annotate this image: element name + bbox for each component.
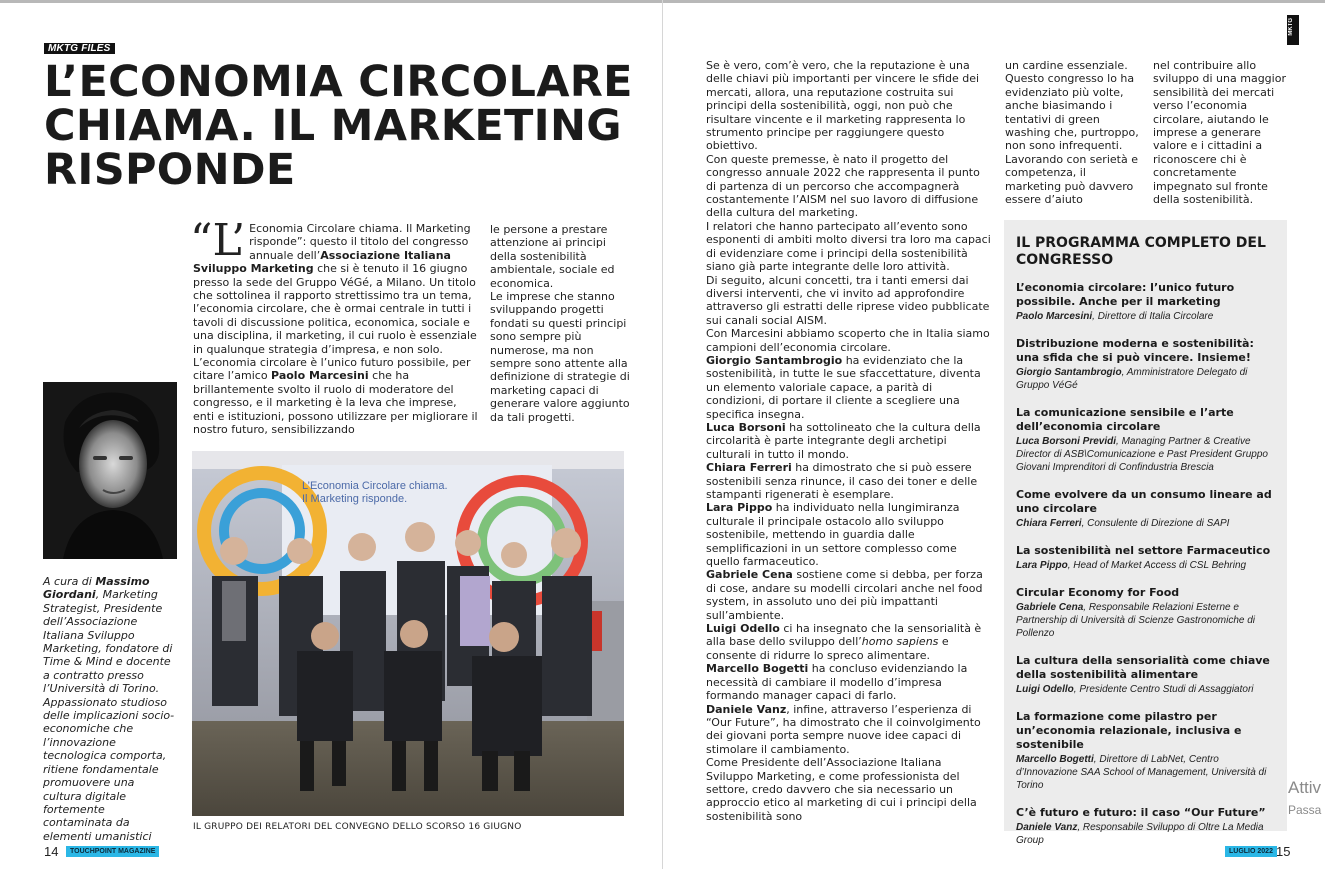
speaker-role: , Responsabile Relazioni Esterne e Partnership di Università di Scienze Gastronomiche di Pollenzo [1016,602,1255,639]
speaker-name: Marcello Bogetti [1016,754,1094,765]
paragraph: Le imprese che stanno sviluppando progetti fondati su questi principi sono sempre più numerose, ma non sempre sono attente alla definizione di strategie di marketing capaci di generare valore aggiunto da tali progetti. [490,290,630,424]
speaker-role: , Head of Market Access di CSL Behring [1067,560,1247,571]
speaker-name: Giorgio Santambrogio [1016,367,1122,378]
program-list [1016,281,1275,847]
program-item-speaker [1016,821,1275,847]
program-item [1016,710,1275,792]
program-item [1016,586,1275,640]
article-column-1 [190,215,478,437]
speaker-paragraph: Gabriele Cena sostiene come si debba, per forza di cose, andare su modelli circolari anche nel food system, in assoluto uno dei più impattanti sull’ambiente. [706,568,983,622]
paragraph: Con queste premesse, è nato il progetto del congresso annuale 2022 che rappresenta il punto di partenza di un percorso che accompagnerà costantemente l’AISM nel suo lavoro di diffusione della cultura del marketing. [706,152,980,220]
issue-date-label: LUGLIO 2022 [1225,846,1277,857]
program-item-title: Distribuzione moderna e sostenibilità: una sfida che si può vincere. Insieme! [1016,337,1254,364]
program-item-speaker [1016,559,1275,572]
group-photo [192,451,624,816]
speaker-paragraph: Luigi Odello ci ha insegnato che la sensorialità è alla base dello sviluppo dell’homo sapiens e consente di ridurre lo spreco alimentare. [706,622,982,662]
slide-text: Il Marketing risponde. [302,493,408,505]
speaker-name: Daniele Vanz [1016,822,1078,833]
program-item [1016,488,1275,530]
program-item-speaker [1016,366,1275,392]
page-number-right: 15 [1276,844,1291,859]
speaker-role: , Presidente Centro Studi di Assaggiatori [1073,684,1254,695]
program-item [1016,544,1275,572]
article-column-4 [1005,59,1145,206]
program-item-title: Circular Economy for Food [1016,586,1180,599]
paragraph: Come Presidente dell’Associazione Italiana Sviluppo Marketing, e come professionista del settore, credo davvero che sia necessario un approccio etico al marketing di cui i principi della sostenibilità sono [706,756,977,823]
photo-caption: IL GRUPPO DEI RELATORI DEL CONVEGNO DELLO SCORSO 16 GIUGNO [193,822,522,832]
program-item [1016,654,1275,696]
speaker-role: , Responsabile Sviluppo di Oltre La Media Group [1016,822,1264,846]
paragraph: nel contribuire allo sviluppo di una maggior sensibilità dei mercati verso l’economia circolare, aiutando le imprese a generare valore e i cittadini a riconoscere chi è concretamente impegnato sul fronte della sostenibilità. [1153,59,1286,207]
speaker-paragraph: Giorgio Santambrogio ha evidenziato che la sostenibilità, in tutte le sue sfaccettature, diventa un elemento valoriale capace, a parità di condizioni, di portare il cliente a scegliere una specifica insegna. [706,353,981,421]
paragraph: le persone a prestare attenzione ai principi della sostenibilità ambientale, sociale ed economica. [490,223,615,290]
program-item-speaker [1016,310,1275,323]
program-title: IL PROGRAMMA COMPLETO DEL CONGRESSO [1016,235,1266,268]
program-item-title: Come evolvere da un consumo lineare ad uno circolare [1016,488,1272,515]
activation-overlay-title: Attiv [1288,778,1322,797]
speaker-name: Luca Borsoni Previdi [1016,436,1117,447]
program-item-title: La comunicazione sensibile e l’arte dell’economia circolare [1016,406,1234,433]
intro-paragraph: “L’ Economia Circolare chiama. Il Marketing risponde”: questo il titolo del congresso annuale dell’Associazione Italiana Sviluppo Marketing che si è tenuto il 16 giugno presso la sede del Gruppo VéGé, a Milano. Un titolo che sottolinea il rapporto strettissimo tra un tema, l’economia circolare, che è ormai centrale in tutti i tavoli di discussione politica, economica, sociale e una disciplina, il marketing, il cui ruolo è essenziale in qualunque strategia d’impresa, e non solo. [190,215,477,356]
speaker-name: Lara Pippo [1016,560,1068,571]
program-item [1016,281,1275,323]
page-number-left: 14 [44,844,59,859]
section-tag: MKTG FILES [44,43,115,54]
portrait-image [43,382,177,559]
speaker-paragraph: Chiara Ferreri ha dimostrato che si può essere sostenibili senza rinunce, il caso dei toner e delle stampanti rigenerati è esemplare. [706,461,978,501]
magazine-label: TOUCHPOINT MAGAZINE [66,846,159,857]
program-item-speaker [1016,435,1275,474]
speaker-role: , Consulente di Direzione di SAPI [1081,518,1230,529]
activation-overlay-subtitle: Passa [1288,803,1322,817]
article-column-2 [490,223,630,424]
speaker-name: Paolo Marcesini [1016,311,1093,322]
paragraph: un cardine essenziale. Questo congresso lo ha evidenziato più volte, anche biasimando i tentativi di green washing che, purtroppo, non sono infrequenti. Lavorando con serietà e competenza, il marketing può davvero essere d’aiuto [1005,59,1139,207]
program-item-speaker [1016,601,1275,640]
speaker-paragraph: Daniele Vanz, infine, attraverso l’esperienza di “Our Future”, ha dimostrato che il coinvolgimento dei giovani porta sempre nuove idee capaci di stimolare il cambiamento. [706,702,981,756]
headline-line: L’ECONOMIA CIRCOLARE [44,57,633,107]
association-name: Associazione Italiana Sviluppo Marketing [193,248,451,276]
headline [44,57,644,195]
program-item-title: La cultura della sensorialità come chiave della sostenibilità alimentare [1016,654,1270,681]
paragraph: I relatori che hanno partecipato all’evento sono esponenti di ambiti molto diversi tra loro ma capaci di evidenziare come i principi della sostenibilità siano già parte integrante delle loro attività. [706,219,991,274]
program-item [1016,406,1275,474]
speaker-name: Gabriele Cena [1016,602,1084,613]
author-portrait [43,382,177,559]
headline-line: CHIAMA. IL MARKETING [44,101,622,151]
program-item-speaker [1016,517,1275,530]
program-item-title: La formazione come pilastro per un’economia relazionale, inclusiva e sostenibile [1016,710,1242,751]
program-item-title: La sostenibilità nel settore Farmaceutico [1016,544,1271,557]
paragraph: Di seguito, alcuni concetti, tra i tanti emersi dai diversi interventi, che vi invito ad approfondire attraverso gli estratti delle riprese video pubblicate sui canali social AISM. [706,273,990,327]
speaker-role: , Managing Partner & Creative Director di ASB\Comunicazione e Past President Gruppo Giovani Imprenditori di Confindustria Brescia [1016,436,1268,473]
program-sidebar [1004,220,1287,846]
article-column-5 [1153,59,1288,206]
moderator-name: Paolo Marcesini [271,369,369,383]
program-item-speaker [1016,753,1275,792]
headline-line: RISPONDE [44,145,296,195]
paragraph: Se è vero, com’è vero, che la reputazione è una delle chiavi più importanti per vincere le sfide dei mercati, allora, una reputazione costruita sui principi della sostenibilità, oggi, non può che risultare vincente e il marketing rappresenta lo strumento principe per raggiungere questo obiettivo. [706,59,980,153]
paragraph: L’economia circolare è l’unico futuro possibile, per citare l’amico Paolo Marcesini che ha brillantemente svolto il ruolo di moderatore del congresso, e il marketing è la leva che imprese, enti e istituzioni, possono utilizzare per migliorare il nostro futuro, sensibilizzando [193,356,478,437]
speaker-role: , Amministratore Delegato di Gruppo VéGé [1016,367,1248,391]
speaker-name: Luigi Odello [1016,684,1074,695]
article-column-3 [706,59,992,823]
author-name: Massimo Giordani [43,575,150,602]
group-photo-image [192,451,624,816]
drop-cap: “L’ [190,215,246,266]
slide-text: L’Economia Circolare chiama. [302,480,448,492]
speaker-name: Chiara Ferreri [1016,518,1082,529]
program-item-speaker [1016,683,1275,696]
speaker-role: , Direttore di Italia Circolare [1092,311,1214,322]
speaker-paragraph: Luca Borsoni ha sottolineato che la cultura della circolarità è parte integrante degli archetipi culturali in tutto il mondo. [706,420,981,461]
program-item-title: L’economia circolare: l’unico futuro possibile. Anche per il marketing [1016,281,1235,308]
page-gutter [662,0,663,869]
program-item [1016,337,1275,392]
speaker-paragraph: Marcello Bogetti ha concluso evidenziando la necessità di cambiare il modello d’impresa formando manager capaci di farlo. [706,662,968,703]
speaker-role: , Direttore di LabNet, Centro d’Innovazione SAA School of Management, Università di Torino [1016,754,1267,791]
paragraph: Con Marcesini abbiamo scoperto che in Italia siamo campioni dell’economia circolare. [706,327,990,354]
speaker-paragraph: Lara Pippo ha individuato nella lungimiranza culturale il principale ostacolo allo sviluppo sostenibile, mettendo in guardia dalle semplificazioni in un settore complesso come quello farmaceutico. [706,501,960,569]
program-item [1016,806,1275,847]
program-item-title: C’è futuro e futuro: il caso “Our Future” [1016,806,1266,819]
section-edge-tab: MKTG [1287,15,1299,45]
author-bio: A cura di Massimo Giordani, Marketing Strategist, Presidente dell’Associazione Italiana Sviluppo Marketing, fondatore di Time & Mind e docente a contratto presso l’Università di Torino. Appassionato studioso delle implicazioni socio-economiche che l’innovazione tecnologica comporta, ritiene fondamentale promuovere una cultura digitale fortemente contaminata da elementi umanistici [43,575,175,843]
